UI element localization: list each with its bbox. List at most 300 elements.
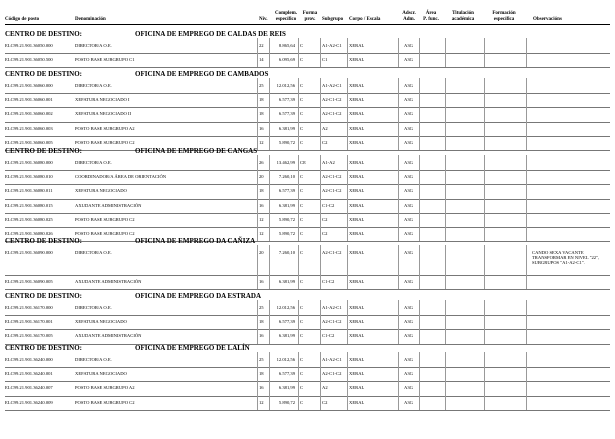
cell-subgrupo: A2-C1-C2 (322, 188, 342, 194)
table-row (5, 200, 610, 214)
header-formacion-bottom: específica (493, 16, 515, 22)
cell-nivel: 16 (259, 202, 264, 208)
cell-complemento: 6.381,99 (278, 202, 295, 208)
table-row (5, 108, 610, 122)
cell-forma: C (300, 125, 304, 131)
cell-codigo: ELC99.21.901.36080.000 (5, 160, 53, 165)
column-divider (257, 52, 258, 68)
cell-subgrupo: A2 (322, 125, 328, 131)
cell-corpo: XERAL (349, 279, 365, 284)
cell-corpo: XERAL (349, 202, 365, 208)
column-divider (419, 328, 420, 344)
cell-subgrupo: A1-A2-C1 (322, 305, 342, 310)
cell-forma: C (300, 399, 304, 405)
cell-complemento: 5.890,72 (278, 139, 295, 145)
cell-complemento: 6.577,39 (278, 111, 295, 117)
cell-denominacion: POSTO BASE SUBGRUPO A2 (75, 125, 135, 131)
column-divider (257, 226, 258, 242)
cell-forma: C (300, 202, 304, 208)
column-divider (257, 395, 258, 411)
cell-corpo: XERAL (349, 319, 365, 325)
header-adscr-top: Adscr. (402, 11, 416, 16)
cell-forma: C (300, 174, 304, 180)
cell-subgrupo: A2 (322, 385, 328, 391)
table-row (5, 157, 610, 171)
column-divider (526, 245, 527, 276)
cell-nivel: 18 (259, 111, 264, 117)
section-label: CENTRO DE DESTINO: (5, 237, 83, 245)
section-name: OFICINA DE EMPREGO DE LALÍN (135, 344, 250, 352)
cell-nivel: 12 (259, 139, 264, 145)
cell-complemento: 5.890,72 (278, 216, 295, 222)
section-label: CENTRO DE DESTINO: (5, 30, 83, 38)
column-divider (320, 135, 321, 151)
cell-forma: C (300, 371, 304, 377)
cell-denominacion: POSTO BASE SUBGRUPO C2 (75, 216, 135, 222)
header-formacion-top: Formación (492, 11, 516, 16)
cell-subgrupo: A2-C1-C2 (322, 371, 342, 377)
table-row (5, 185, 610, 199)
cell-denominacion: DIRECTOR/A O.E. (75, 160, 112, 165)
cell-nivel: 16 (259, 279, 264, 284)
cell-corpo: XERAL (349, 174, 365, 180)
table-row (5, 123, 610, 137)
cell-codigo: ELC99.21.901.36240.001 (5, 371, 53, 377)
column-divider (269, 52, 270, 68)
column-divider (398, 226, 399, 242)
cell-codigo: ELC99.21.901.36240.009 (5, 399, 53, 405)
table-row (5, 368, 610, 382)
cell-nivel: 12 (259, 231, 264, 236)
cell-subgrupo: C2 (322, 231, 328, 236)
table-row (5, 80, 610, 94)
cell-nivel: 16 (259, 125, 264, 131)
cell-nivel: 18 (259, 319, 264, 325)
cell-codigo: ELC99.21.901.36090.000 (5, 250, 53, 255)
cell-codigo: ELC99.21.901.36060.005 (5, 139, 53, 145)
column-divider (398, 135, 399, 151)
header-area-top: Área (425, 11, 437, 16)
cell-adscr: A3G (404, 250, 413, 255)
column-divider (298, 226, 299, 242)
cell-adscr: A3G (404, 125, 413, 131)
cell-denominacion: DIRECTOR/A O.E. (75, 357, 112, 362)
cell-nivel: 22 (259, 43, 264, 48)
cell-adscr: A3G (404, 160, 413, 165)
header-complemento-bottom: específico (275, 16, 297, 22)
cell-corpo: XERAL (349, 357, 365, 362)
cell-forma: C (300, 83, 304, 88)
header-adscr (398, 11, 420, 22)
column-divider (526, 52, 527, 68)
column-divider (526, 274, 527, 290)
section-name: OFICINA DE EMPREGO DA ESTRADA (135, 292, 262, 300)
table-row (5, 316, 610, 330)
cell-forma: C (300, 333, 304, 339)
section-name: OFICINA DE EMPREGO DA CAÑIZA (135, 237, 256, 245)
header-complemento-top: Complem. (274, 11, 298, 16)
row-divider (5, 67, 610, 68)
header-adscr-bottom: Adm. (403, 16, 415, 22)
column-divider (298, 245, 299, 276)
row-divider (5, 241, 610, 242)
cell-denominacion: DIRECTOR/A O.E. (75, 83, 112, 88)
cell-denominacion: POSTO BASE SUBGRUPO C1 (75, 57, 135, 63)
cell-corpo: XERAL (349, 57, 365, 63)
header-forma-bottom: prov. (304, 16, 316, 22)
table-row (5, 354, 610, 368)
cell-corpo: XERAL (349, 97, 365, 103)
header-nivel: Nív. (259, 17, 268, 22)
cell-adscr: A3G (404, 371, 413, 377)
header-subgrupo: Subgrupo (322, 17, 344, 22)
cell-forma: C (300, 319, 304, 325)
cell-denominacion: DIRECTOR/A O.E. (75, 43, 112, 48)
cell-denominacion: XEFATURA NEGOCIADO (75, 319, 127, 325)
table-row (5, 171, 610, 185)
cell-complemento: 6.577,39 (278, 371, 295, 377)
cell-codigo: ELC99.21.901.36050.000 (5, 43, 53, 48)
column-divider (484, 328, 485, 344)
section-label: CENTRO DE DESTINO: (5, 70, 83, 78)
column-divider (484, 245, 485, 276)
cell-adscr: A3G (404, 399, 413, 405)
header-area-bottom: P. func. (423, 16, 439, 22)
cell-forma: CE (300, 160, 306, 165)
cell-forma: C (300, 305, 304, 310)
cell-codigo: ELC99.21.901.36080.015 (5, 202, 53, 208)
cell-adscr: A3G (404, 279, 413, 284)
column-divider (320, 274, 321, 290)
cell-codigo: ELC99.21.901.36090.005 (5, 279, 53, 284)
cell-corpo: XERAL (349, 231, 365, 236)
cell-adscr: A3G (404, 174, 413, 180)
cell-forma: C (300, 111, 304, 117)
header-forma (300, 11, 320, 22)
cell-forma: C (300, 97, 304, 103)
cell-denominacion: DIRECTOR/A O.E. (75, 305, 112, 310)
column-divider (269, 328, 270, 344)
cell-nivel: 25 (259, 305, 264, 310)
column-divider (320, 245, 321, 276)
column-divider (419, 274, 420, 290)
column-divider (257, 274, 258, 290)
cell-subgrupo: C2 (322, 139, 328, 145)
header-divider (5, 24, 610, 25)
row-divider (5, 410, 610, 411)
table-row (5, 214, 610, 228)
cell-denominacion: POSTO BASE SUBGRUPO C2 (75, 139, 135, 145)
cell-complemento: 13.462,99 (276, 160, 295, 165)
cell-subgrupo: C1 (322, 57, 328, 63)
cell-complemento: 8.865,64 (278, 43, 295, 48)
cell-adscr: A3G (404, 319, 413, 325)
column-divider (298, 274, 299, 290)
column-divider (445, 135, 446, 151)
cell-codigo: ELC99.21.901.36060.002 (5, 111, 53, 117)
column-divider (484, 135, 485, 151)
cell-subgrupo: A2-C1-C2 (322, 319, 342, 325)
cell-denominacion: XEFATURA NEGOCIADO (75, 371, 127, 377)
header-titulacion-bottom: académica (451, 16, 475, 22)
column-divider (445, 226, 446, 242)
column-divider (320, 328, 321, 344)
column-divider (445, 245, 446, 276)
cell-corpo: XERAL (349, 250, 365, 255)
table-row (5, 54, 610, 68)
cell-forma: C (300, 385, 304, 391)
cell-codigo: ELC99.21.901.36060.001 (5, 97, 53, 103)
table-row (5, 247, 610, 276)
cell-adscr: A3G (404, 111, 413, 117)
cell-adscr: A3G (404, 305, 413, 310)
cell-adscr: A3G (404, 357, 413, 362)
header-observacions: Observacións (533, 17, 562, 22)
cell-subgrupo: A2-C1-C2 (322, 250, 342, 255)
column-divider (269, 395, 270, 411)
cell-corpo: XERAL (349, 160, 365, 165)
cell-subgrupo: A1-A2-C1 (322, 43, 342, 48)
cell-denominacion: AXUDANTE ADMINISTRACIÓN (75, 279, 142, 284)
table-row (5, 94, 610, 108)
column-divider (347, 328, 348, 344)
column-divider (257, 245, 258, 276)
cell-complemento: 6.381,99 (278, 279, 295, 284)
section-label: CENTRO DE DESTINO: (5, 147, 83, 155)
cell-forma: C (300, 279, 304, 284)
cell-subgrupo: C1-C2 (322, 333, 335, 339)
column-divider (347, 274, 348, 290)
column-divider (445, 274, 446, 290)
cell-nivel: 14 (259, 57, 264, 63)
table-row (5, 397, 610, 411)
table-row (5, 330, 610, 344)
column-divider (398, 328, 399, 344)
cell-denominacion: XEFATURA NEGOCIADO II (75, 111, 132, 117)
column-divider (347, 135, 348, 151)
cell-nivel: 18 (259, 371, 264, 377)
cell-corpo: XERAL (349, 399, 365, 405)
cell-corpo: XERAL (349, 216, 365, 222)
cell-forma: C (300, 43, 304, 48)
cell-forma: C (300, 231, 304, 236)
row-divider (5, 344, 610, 345)
table-row (5, 40, 610, 54)
column-divider (347, 52, 348, 68)
cell-complemento: 12.012,56 (276, 357, 295, 362)
header-codigo: Código de posto (5, 17, 40, 22)
cell-codigo: ELC99.21.901.36080.026 (5, 231, 53, 236)
header-denominacion: Denominación (75, 17, 106, 22)
cell-complemento: 6.381,99 (278, 333, 295, 339)
cell-nivel: 18 (259, 188, 264, 194)
table-row (5, 228, 610, 242)
cell-nivel: 25 (259, 357, 264, 362)
column-divider (526, 135, 527, 151)
column-divider (298, 52, 299, 68)
cell-corpo: XERAL (349, 139, 365, 145)
column-divider (398, 52, 399, 68)
column-divider (419, 395, 420, 411)
cell-denominacion: AXUDANTE ADMINISTRACIÓN (75, 333, 142, 339)
section-name: OFICINA DE EMPREGO DE CAMBADOS (135, 70, 269, 78)
cell-corpo: XERAL (349, 43, 365, 48)
column-divider (445, 395, 446, 411)
cell-forma: C (300, 139, 304, 145)
column-divider (320, 52, 321, 68)
column-divider (484, 395, 485, 411)
cell-complemento: 6.577,39 (278, 188, 295, 194)
column-divider (484, 52, 485, 68)
cell-corpo: XERAL (349, 125, 365, 131)
cell-subgrupo: C2 (322, 399, 328, 405)
cell-complemento: 7.260,10 (278, 174, 295, 180)
cell-forma: C (300, 250, 304, 255)
cell-adscr: A3G (404, 333, 413, 339)
cell-codigo: ELC99.21.901.36240.000 (5, 357, 53, 362)
cell-codigo: ELC99.21.901.36080.025 (5, 216, 53, 222)
cell-nivel: 16 (259, 333, 264, 339)
cell-codigo: ELC99.21.901.36170.001 (5, 319, 53, 325)
cell-denominacion: AXUDANTE ADMINISTRACIÓN (75, 202, 142, 208)
cell-codigo: ELC99.21.901.36080.010 (5, 174, 53, 180)
cell-nivel: 16 (259, 385, 264, 391)
cell-complemento: 5.890,72 (278, 399, 295, 405)
cell-codigo: ELC99.21.901.36170.005 (5, 333, 53, 339)
cell-nivel: 25 (259, 83, 264, 88)
cell-codigo: ELC99.21.901.36060.003 (5, 125, 53, 131)
cell-adscr: A3G (404, 97, 413, 103)
column-divider (269, 274, 270, 290)
cell-subgrupo: A2-C1-C2 (322, 111, 342, 117)
column-divider (269, 226, 270, 242)
column-divider (320, 395, 321, 411)
cell-adscr: A3G (404, 139, 413, 145)
cell-complemento: 12.012,56 (276, 305, 295, 310)
column-divider (257, 328, 258, 344)
header-complemento (272, 11, 300, 22)
header-forma-top: Forma (302, 11, 318, 16)
cell-adscr: A3G (404, 231, 413, 236)
column-divider (298, 395, 299, 411)
section-name: OFICINA DE EMPREGO DE CANGAS (135, 147, 258, 155)
cell-codigo: ELC99.21.901.36170.000 (5, 305, 53, 310)
table-row (5, 137, 610, 151)
cell-subgrupo: C2 (322, 216, 328, 222)
cell-corpo: XERAL (349, 385, 365, 391)
cell-subgrupo: A1-A2-C1 (322, 83, 342, 88)
cell-denominacion: COORDINADOR/A ÁREA DE ORIENTACIÓN (75, 174, 167, 180)
cell-forma: C (300, 357, 304, 362)
column-divider (398, 274, 399, 290)
cell-adscr: A3G (404, 43, 413, 48)
column-divider (526, 328, 527, 344)
cell-denominacion: DIRECTOR/A O.E. (75, 250, 112, 255)
header-corpo: Corpo / Escala (349, 17, 381, 22)
cell-nivel: 20 (259, 250, 264, 255)
cell-adscr: A3G (404, 202, 413, 208)
section-name: OFICINA DE EMPREGO DE CALDAS DE REIS (135, 30, 286, 38)
column-divider (445, 52, 446, 68)
cell-forma: C (300, 57, 304, 63)
cell-subgrupo: C1-C2 (322, 279, 335, 284)
column-divider (419, 245, 420, 276)
column-divider (526, 226, 527, 242)
cell-denominacion: XEFATURA NEGOCIADO I (75, 97, 130, 103)
cell-corpo: XERAL (349, 83, 365, 88)
header-formacion (484, 11, 524, 22)
column-divider (269, 135, 270, 151)
cell-corpo: XERAL (349, 188, 365, 194)
column-divider (347, 245, 348, 276)
cell-codigo: ELC99.21.901.36240.007 (5, 385, 53, 391)
column-divider (419, 52, 420, 68)
cell-nivel: 18 (259, 97, 264, 103)
cell-adscr: A3G (404, 216, 413, 222)
cell-complemento: 6.577,39 (278, 319, 295, 325)
column-divider (269, 245, 270, 276)
header-area (418, 11, 444, 22)
cell-complemento: 6.095,69 (278, 57, 295, 63)
cell-denominacion: POSTO BASE SUBGRUPO C2 (75, 231, 135, 236)
cell-forma: C (300, 216, 304, 222)
cell-subgrupo: A2-C1-C2 (322, 97, 342, 103)
cell-adscr: A3G (404, 83, 413, 88)
cell-adscr: A3G (404, 188, 413, 194)
cell-codigo: ELC99.21.901.36050.500 (5, 57, 53, 63)
cell-corpo: XERAL (349, 111, 365, 117)
cell-denominacion: POSTO BASE SUBGRUPO A2 (75, 385, 135, 391)
cell-denominacion: POSTO BASE SUBGRUPO C2 (75, 399, 135, 405)
column-divider (347, 226, 348, 242)
cell-complemento: 6.381,99 (278, 125, 295, 131)
cell-corpo: XERAL (349, 333, 365, 339)
cell-codigo: ELC99.21.901.36080.011 (5, 188, 53, 194)
column-divider (398, 245, 399, 276)
cell-subgrupo: A2-C1-C2 (322, 174, 342, 180)
cell-nivel: 12 (259, 399, 264, 405)
column-divider (419, 135, 420, 151)
column-divider (398, 395, 399, 411)
cell-complemento: 7.260,10 (278, 250, 295, 255)
cell-codigo: ELC99.21.901.36060.000 (5, 83, 53, 88)
cell-corpo: XERAL (349, 371, 365, 377)
column-divider (298, 328, 299, 344)
column-divider (347, 395, 348, 411)
cell-subgrupo: C1-C2 (322, 202, 335, 208)
column-divider (419, 226, 420, 242)
row-divider (5, 150, 610, 151)
cell-complemento: 6.577,39 (278, 97, 295, 103)
header-titulacion-top: Titulación (452, 11, 474, 16)
table-row (5, 276, 610, 290)
cell-nivel: 26 (259, 160, 264, 165)
cell-complemento: 5.890,72 (278, 231, 295, 236)
column-divider (298, 135, 299, 151)
cell-complemento: 12.012,56 (276, 83, 295, 88)
cell-adscr: A3G (404, 385, 413, 391)
section-label: CENTRO DE DESTINO: (5, 344, 83, 352)
cell-adscr: A3G (404, 57, 413, 63)
column-divider (484, 226, 485, 242)
cell-subgrupo: A1-A2 (322, 160, 335, 165)
header-titulacion (444, 11, 482, 22)
table-row (5, 382, 610, 396)
column-divider (257, 135, 258, 151)
cell-subgrupo: A1-A2-C1 (322, 357, 342, 362)
cell-observacions: CANDO SEXA VACANTE TRANSFORMAR EN NIVEL "22", SUBGRUPOS "A1-A2-C1". (532, 250, 600, 266)
cell-nivel: 20 (259, 174, 264, 180)
